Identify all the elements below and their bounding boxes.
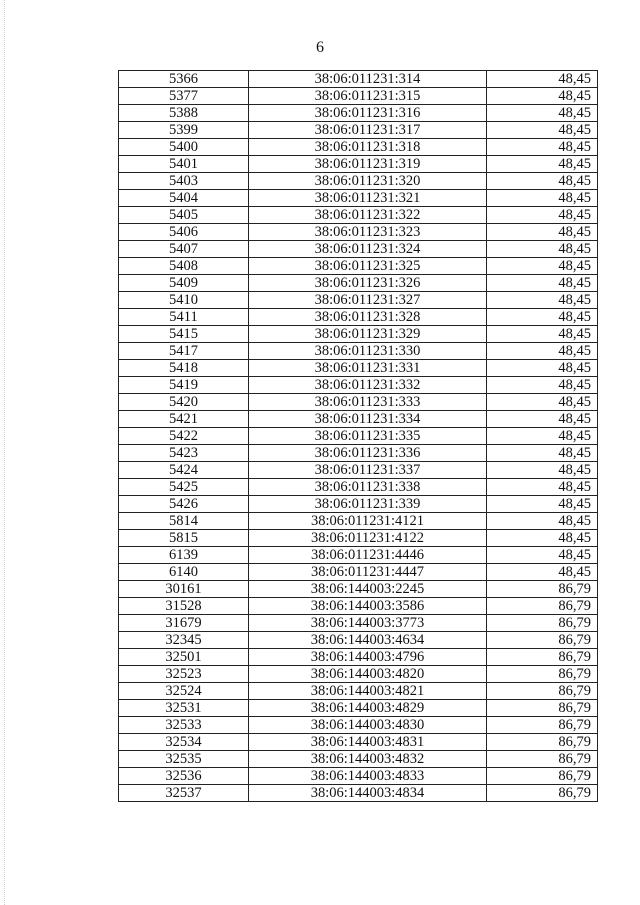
value-cell: 86,79 xyxy=(487,615,598,632)
table-row xyxy=(119,428,598,445)
table-row xyxy=(119,139,598,156)
value-cell: 48,45 xyxy=(487,88,598,105)
table-row xyxy=(119,462,598,479)
value-cell: 86,79 xyxy=(487,649,598,666)
table-row xyxy=(119,768,598,785)
row-number-cell: 32345 xyxy=(119,632,249,649)
row-number-cell: 5814 xyxy=(119,513,249,530)
table-row xyxy=(119,173,598,190)
cadastral-number-cell: 38:06:011231:323 xyxy=(249,224,487,241)
table-row xyxy=(119,411,598,428)
table-row xyxy=(119,71,598,88)
value-cell: 48,45 xyxy=(487,207,598,224)
cadastral-number-cell: 38:06:011231:322 xyxy=(249,207,487,224)
value-cell: 48,45 xyxy=(487,224,598,241)
row-number-cell: 5423 xyxy=(119,445,249,462)
cadastral-number-cell: 38:06:144003:4796 xyxy=(249,649,487,666)
cadastral-table xyxy=(118,70,598,802)
row-number-cell: 6140 xyxy=(119,564,249,581)
row-number-cell: 5409 xyxy=(119,275,249,292)
table-row xyxy=(119,207,598,224)
cadastral-number-cell: 38:06:011231:316 xyxy=(249,105,487,122)
row-number-cell: 32534 xyxy=(119,734,249,751)
cadastral-number-cell: 38:06:011231:326 xyxy=(249,275,487,292)
value-cell: 48,45 xyxy=(487,275,598,292)
value-cell: 86,79 xyxy=(487,683,598,700)
row-number-cell: 5419 xyxy=(119,377,249,394)
row-number-cell: 5815 xyxy=(119,530,249,547)
table-row xyxy=(119,496,598,513)
value-cell: 48,45 xyxy=(487,360,598,377)
row-number-cell: 5408 xyxy=(119,258,249,275)
table-row xyxy=(119,734,598,751)
cadastral-number-cell: 38:06:011231:321 xyxy=(249,190,487,207)
value-cell: 48,45 xyxy=(487,71,598,88)
value-cell: 86,79 xyxy=(487,717,598,734)
value-cell: 48,45 xyxy=(487,479,598,496)
value-cell: 48,45 xyxy=(487,122,598,139)
value-cell: 86,79 xyxy=(487,666,598,683)
row-number-cell: 32536 xyxy=(119,768,249,785)
value-cell: 48,45 xyxy=(487,173,598,190)
row-number-cell: 6139 xyxy=(119,547,249,564)
cadastral-number-cell: 38:06:144003:4820 xyxy=(249,666,487,683)
cadastral-number-cell: 38:06:011231:337 xyxy=(249,462,487,479)
value-cell: 48,45 xyxy=(487,445,598,462)
value-cell: 48,45 xyxy=(487,139,598,156)
row-number-cell: 5426 xyxy=(119,496,249,513)
row-number-cell: 5422 xyxy=(119,428,249,445)
row-number-cell: 32533 xyxy=(119,717,249,734)
value-cell: 48,45 xyxy=(487,496,598,513)
table-row xyxy=(119,513,598,530)
cadastral-number-cell: 38:06:011231:331 xyxy=(249,360,487,377)
value-cell: 48,45 xyxy=(487,258,598,275)
table-row xyxy=(119,615,598,632)
table-row xyxy=(119,122,598,139)
cadastral-number-cell: 38:06:011231:334 xyxy=(249,411,487,428)
table-row xyxy=(119,564,598,581)
table-row xyxy=(119,343,598,360)
row-number-cell: 5415 xyxy=(119,326,249,343)
row-number-cell: 5420 xyxy=(119,394,249,411)
value-cell: 86,79 xyxy=(487,581,598,598)
row-number-cell: 5403 xyxy=(119,173,249,190)
value-cell: 48,45 xyxy=(487,343,598,360)
cadastral-number-cell: 38:06:011231:314 xyxy=(249,71,487,88)
value-cell: 86,79 xyxy=(487,768,598,785)
cadastral-number-cell: 38:06:011231:318 xyxy=(249,139,487,156)
cadastral-number-cell: 38:06:144003:4831 xyxy=(249,734,487,751)
value-cell: 48,45 xyxy=(487,190,598,207)
table-row xyxy=(119,275,598,292)
row-number-cell: 32531 xyxy=(119,700,249,717)
table-row xyxy=(119,445,598,462)
cadastral-number-cell: 38:06:011231:4446 xyxy=(249,547,487,564)
cadastral-number-cell: 38:06:011231:325 xyxy=(249,258,487,275)
table-row xyxy=(119,258,598,275)
row-number-cell: 5407 xyxy=(119,241,249,258)
value-cell: 48,45 xyxy=(487,326,598,343)
cadastral-number-cell: 38:06:011231:4121 xyxy=(249,513,487,530)
table-row xyxy=(119,394,598,411)
value-cell: 86,79 xyxy=(487,751,598,768)
table-row xyxy=(119,649,598,666)
table-row xyxy=(119,717,598,734)
table-row xyxy=(119,530,598,547)
value-cell: 48,45 xyxy=(487,513,598,530)
cadastral-number-cell: 38:06:144003:4829 xyxy=(249,700,487,717)
cadastral-number-cell: 38:06:011231:315 xyxy=(249,88,487,105)
cadastral-number-cell: 38:06:011231:332 xyxy=(249,377,487,394)
value-cell: 86,79 xyxy=(487,734,598,751)
row-number-cell: 30161 xyxy=(119,581,249,598)
row-number-cell: 5410 xyxy=(119,292,249,309)
value-cell: 48,45 xyxy=(487,428,598,445)
table-row xyxy=(119,105,598,122)
cadastral-number-cell: 38:06:011231:4447 xyxy=(249,564,487,581)
row-number-cell: 5405 xyxy=(119,207,249,224)
table-row xyxy=(119,241,598,258)
cadastral-number-cell: 38:06:011231:330 xyxy=(249,343,487,360)
table-row xyxy=(119,683,598,700)
value-cell: 48,45 xyxy=(487,411,598,428)
cadastral-number-cell: 38:06:144003:3773 xyxy=(249,615,487,632)
cadastral-number-cell: 38:06:144003:4832 xyxy=(249,751,487,768)
table-row xyxy=(119,224,598,241)
row-number-cell: 5411 xyxy=(119,309,249,326)
table-row xyxy=(119,88,598,105)
cadastral-number-cell: 38:06:011231:320 xyxy=(249,173,487,190)
row-number-cell: 5377 xyxy=(119,88,249,105)
cadastral-number-cell: 38:06:011231:324 xyxy=(249,241,487,258)
row-number-cell: 5417 xyxy=(119,343,249,360)
cadastral-number-cell: 38:06:011231:335 xyxy=(249,428,487,445)
row-number-cell: 32523 xyxy=(119,666,249,683)
table-row xyxy=(119,479,598,496)
row-number-cell: 32537 xyxy=(119,785,249,802)
cadastral-number-cell: 38:06:011231:336 xyxy=(249,445,487,462)
row-number-cell: 5404 xyxy=(119,190,249,207)
row-number-cell: 5400 xyxy=(119,139,249,156)
table-row xyxy=(119,598,598,615)
table-row xyxy=(119,326,598,343)
value-cell: 86,79 xyxy=(487,598,598,615)
table-row xyxy=(119,190,598,207)
table-row xyxy=(119,751,598,768)
value-cell: 48,45 xyxy=(487,547,598,564)
table-row xyxy=(119,700,598,717)
row-number-cell: 32501 xyxy=(119,649,249,666)
cadastral-number-cell: 38:06:144003:3586 xyxy=(249,598,487,615)
value-cell: 48,45 xyxy=(487,377,598,394)
row-number-cell: 5399 xyxy=(119,122,249,139)
row-number-cell: 31679 xyxy=(119,615,249,632)
row-number-cell: 5406 xyxy=(119,224,249,241)
cadastral-number-cell: 38:06:011231:333 xyxy=(249,394,487,411)
row-number-cell: 32524 xyxy=(119,683,249,700)
table-row xyxy=(119,292,598,309)
row-number-cell: 5388 xyxy=(119,105,249,122)
row-number-cell: 32535 xyxy=(119,751,249,768)
cadastral-number-cell: 38:06:011231:317 xyxy=(249,122,487,139)
value-cell: 48,45 xyxy=(487,156,598,173)
value-cell: 48,45 xyxy=(487,530,598,547)
value-cell: 48,45 xyxy=(487,292,598,309)
value-cell: 48,45 xyxy=(487,462,598,479)
value-cell: 86,79 xyxy=(487,785,598,802)
row-number-cell: 5418 xyxy=(119,360,249,377)
row-number-cell: 5425 xyxy=(119,479,249,496)
cadastral-number-cell: 38:06:144003:4833 xyxy=(249,768,487,785)
table-row xyxy=(119,581,598,598)
cadastral-number-cell: 38:06:011231:319 xyxy=(249,156,487,173)
table-row xyxy=(119,360,598,377)
cadastral-number-cell: 38:06:011231:327 xyxy=(249,292,487,309)
value-cell: 48,45 xyxy=(487,394,598,411)
cadastral-number-cell: 38:06:011231:329 xyxy=(249,326,487,343)
cadastral-number-cell: 38:06:011231:328 xyxy=(249,309,487,326)
page-number: 6 xyxy=(316,39,324,56)
value-cell: 48,45 xyxy=(487,309,598,326)
cadastral-number-cell: 38:06:144003:4821 xyxy=(249,683,487,700)
cadastral-number-cell: 38:06:011231:4122 xyxy=(249,530,487,547)
cadastral-number-cell: 38:06:144003:2245 xyxy=(249,581,487,598)
value-cell: 86,79 xyxy=(487,632,598,649)
cadastral-number-cell: 38:06:011231:339 xyxy=(249,496,487,513)
value-cell: 48,45 xyxy=(487,564,598,581)
table-row xyxy=(119,666,598,683)
table-row xyxy=(119,632,598,649)
row-number-cell: 5424 xyxy=(119,462,249,479)
table-row xyxy=(119,785,598,802)
value-cell: 48,45 xyxy=(487,105,598,122)
cadastral-number-cell: 38:06:144003:4834 xyxy=(249,785,487,802)
scan-margin-marks xyxy=(4,0,7,905)
cadastral-number-cell: 38:06:011231:338 xyxy=(249,479,487,496)
row-number-cell: 31528 xyxy=(119,598,249,615)
row-number-cell: 5421 xyxy=(119,411,249,428)
row-number-cell: 5401 xyxy=(119,156,249,173)
cadastral-number-cell: 38:06:144003:4634 xyxy=(249,632,487,649)
table-row xyxy=(119,156,598,173)
table-body xyxy=(119,71,598,802)
row-number-cell: 5366 xyxy=(119,71,249,88)
value-cell: 86,79 xyxy=(487,700,598,717)
value-cell: 48,45 xyxy=(487,241,598,258)
cadastral-number-cell: 38:06:144003:4830 xyxy=(249,717,487,734)
table-row xyxy=(119,377,598,394)
table-row xyxy=(119,547,598,564)
table-row xyxy=(119,309,598,326)
